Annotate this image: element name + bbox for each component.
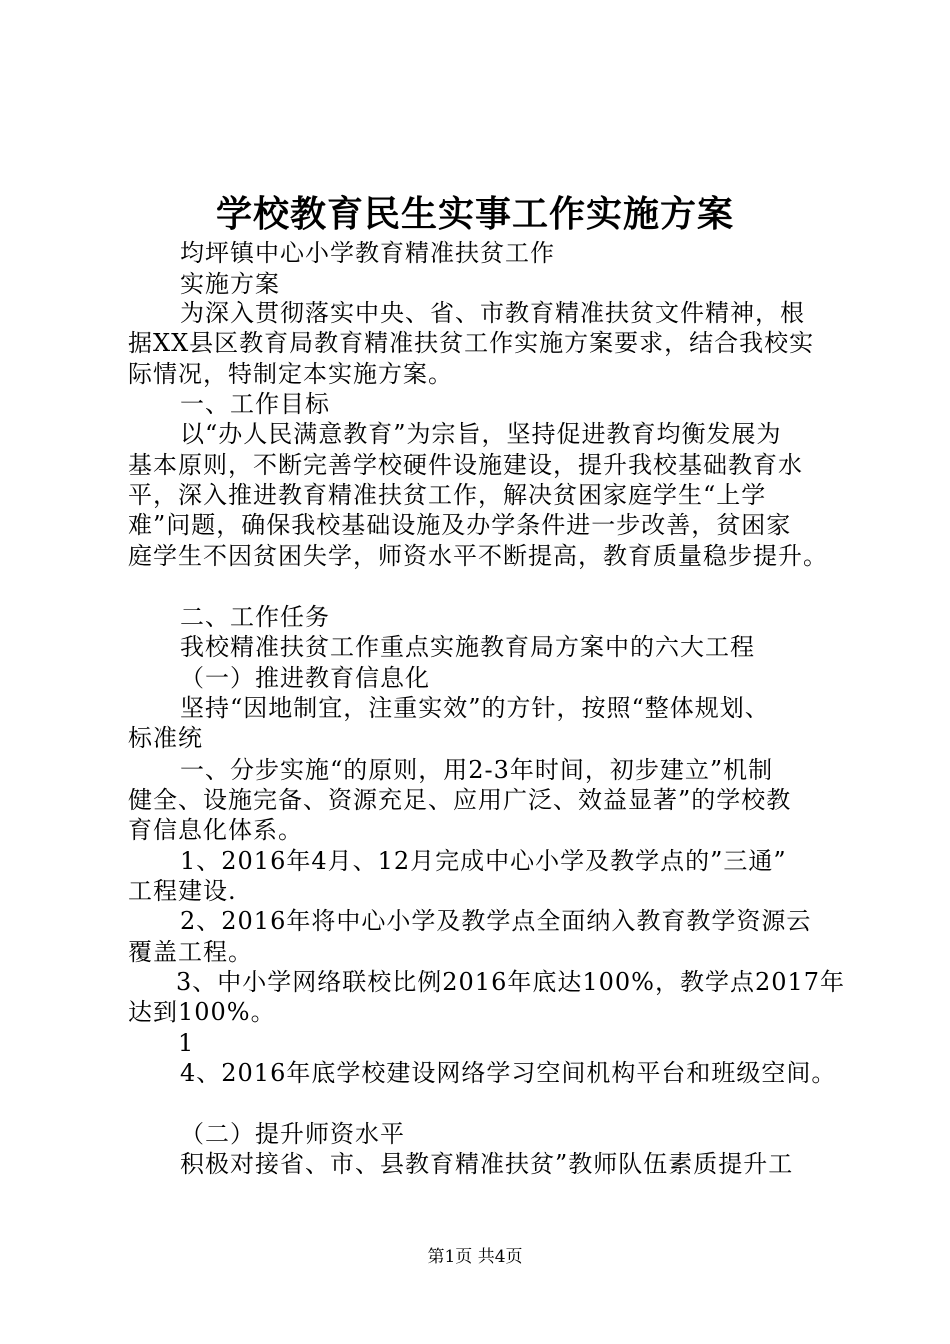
list-item-continuation: 达到100%。 <box>128 998 276 1026</box>
list-item: 1、2016年4月、12月完成中心小学及教学点的”三通” <box>180 847 787 875</box>
body-line: 积极对接省、市、县教育精准扶贫”教师队伍素质提升工 <box>180 1150 794 1178</box>
list-item: 3、中小学网络联校比例2016年底达100%，教学点2017年 <box>176 968 846 996</box>
subsection-heading: （一）推进教育信息化 <box>180 664 430 692</box>
stray-number: 1 <box>178 1029 195 1057</box>
body-line: 平，深入推进教育精准扶贫工作，解决贫困家庭学生“上学 <box>128 481 767 509</box>
list-item: 4、2016年底学校建设网络学习空间机构平台和班级空间。 <box>180 1059 837 1087</box>
list-item-continuation: 工程建设. <box>128 877 237 905</box>
body-line: 基本原则，不断完善学校硬件设施建设，提升我校基础教育水 <box>128 451 803 479</box>
list-item: 2、2016年将中心小学及教学点全面纳入教育教学资源云 <box>180 907 812 935</box>
subsection-heading: （二）提升师资水平 <box>180 1120 405 1148</box>
body-line: 际情况，特制定本实施方案。 <box>128 360 453 388</box>
section-heading: 一、工作目标 <box>180 390 330 418</box>
body-line: 标准统 <box>128 724 203 752</box>
body-line: 为深入贯彻落实中央、省、市教育精准扶贫文件精神，根 <box>180 299 805 327</box>
list-item-continuation: 覆盖工程。 <box>128 938 253 966</box>
page-footer: 第1页 共4页 <box>427 1247 523 1267</box>
body-line: 庭学生不因贫困失学，师资水平不断提高，教育质量稳步提升。 <box>128 542 828 570</box>
body-line: 我校精准扶贫工作重点实施教育局方案中的六大工程 <box>180 633 755 661</box>
body-line: 实施方案 <box>180 270 280 298</box>
section-heading: 二、工作任务 <box>180 603 330 631</box>
body-line: 育信息化体系。 <box>128 816 303 844</box>
body-line: 难”问题，确保我校基础设施及办学条件进一步改善，贫困家 <box>128 511 792 539</box>
body-line: 一、分步实施“的原则，用2-3年时间，初步建立”机制 <box>180 756 774 784</box>
body-line: 健全、设施完备、资源充足、应用广泛、效益显著”的学校教 <box>128 786 792 814</box>
body-line: 以“办人民满意教育”为宗旨，坚持促进教育均衡发展为 <box>180 420 782 448</box>
body-line: 均坪镇中心小学教育精准扶贫工作 <box>180 239 555 267</box>
document-title: 学校教育民生实事工作实施方案 <box>215 193 734 235</box>
body-line: 坚持“因地制宜，注重实效”的方针，按照“整体规划、 <box>180 694 770 722</box>
body-line: 据XX县区教育局教育精准扶贫工作实施方案要求，结合我校实 <box>128 329 815 357</box>
